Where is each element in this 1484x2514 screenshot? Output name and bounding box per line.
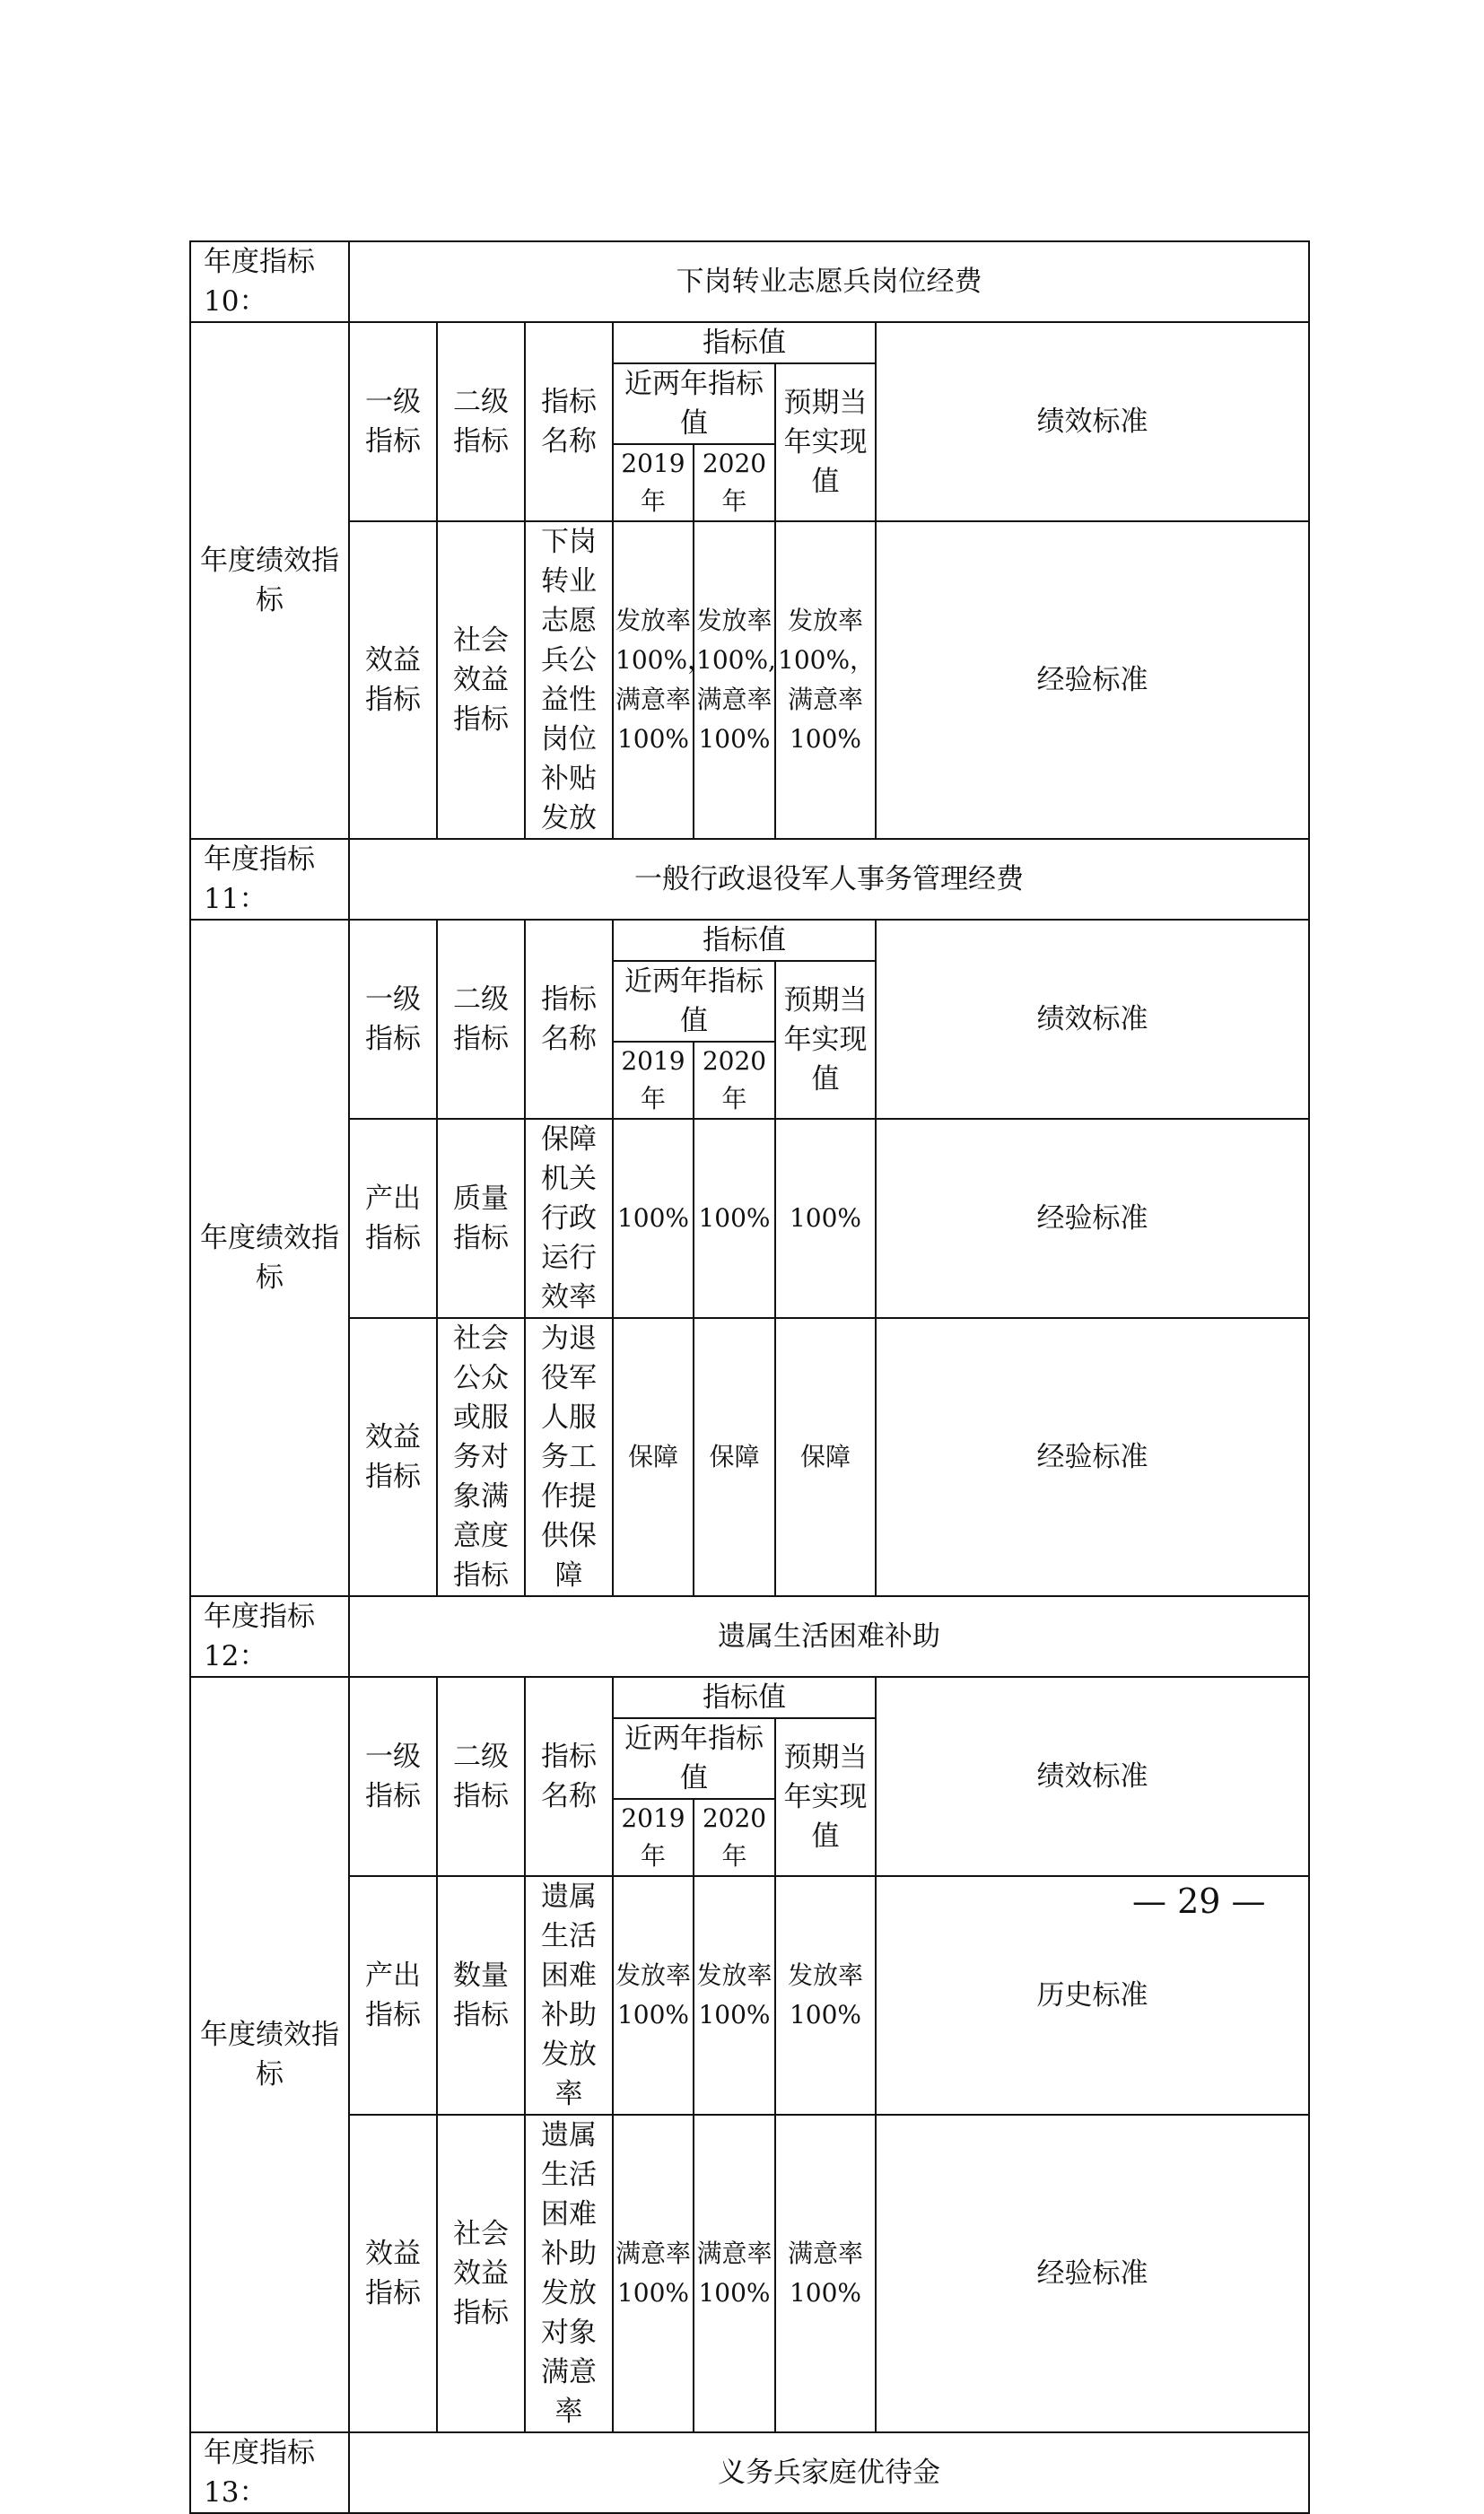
level1-cell: 效益指标 — [349, 1318, 437, 1596]
level1-cell: 效益指标 — [349, 521, 437, 839]
header-value: 指标值 — [613, 322, 876, 363]
header-row — [190, 322, 1309, 363]
performance-indicator-table — [189, 240, 1310, 2514]
header-name: 指标名称 — [525, 1677, 613, 1876]
header-2019: 2019 年 — [613, 1042, 694, 1119]
standard-cell: 经验标准 — [876, 1318, 1309, 1596]
level2-cell: 数量指标 — [437, 1876, 525, 2115]
header-2020: 2020 年 — [694, 1799, 775, 1876]
level2-cell: 社会公众或服务对象满意度指标 — [437, 1318, 525, 1596]
header-2019: 2019 年 — [613, 1799, 694, 1876]
indicator-name-cell: 遗属生活困难补助发放对象满意率 — [525, 2115, 613, 2432]
section-label: 年度指标 11： — [190, 839, 349, 920]
standard-cell: 历史标准 — [876, 1876, 1309, 2115]
header-level2: 二级指标 — [437, 1677, 525, 1876]
section-title-row — [190, 1596, 1309, 1677]
header-value: 指标值 — [613, 920, 876, 961]
header-level1: 一级指标 — [349, 322, 437, 521]
level2-cell: 社会效益指标 — [437, 2115, 525, 2432]
header-row — [190, 1677, 1309, 1718]
section-title: 义务兵家庭优待金 — [349, 2432, 1309, 2513]
table-row — [190, 1119, 1309, 1318]
section-title-row — [190, 241, 1309, 322]
header-recent: 近两年指标值 — [613, 1718, 775, 1799]
value-2020-cell: 发放率100% — [694, 1876, 775, 2115]
section-title: 一般行政退役军人事务管理经费 — [349, 839, 1309, 920]
header-name: 指标名称 — [525, 920, 613, 1119]
expected-value-cell: 满意率100% — [775, 2115, 876, 2432]
header-level1: 一级指标 — [349, 1677, 437, 1876]
expected-value-cell: 发放率100%，满意率 100% — [775, 521, 876, 839]
expected-value-cell: 保障 — [775, 1318, 876, 1596]
header-level1: 一级指标 — [349, 920, 437, 1119]
header-value: 指标值 — [613, 1677, 876, 1718]
page-number: — 29 — — [1132, 1881, 1266, 1921]
section-label: 年度指标 10： — [190, 241, 349, 322]
value-2020-cell: 发放率100%,满意率100% — [694, 521, 775, 839]
value-2020-cell: 保障 — [694, 1318, 775, 1596]
table-row — [190, 1318, 1309, 1596]
header-2020: 2020 年 — [694, 444, 775, 521]
header-2019: 2019 年 — [613, 444, 694, 521]
section-label: 年度指标 13： — [190, 2432, 349, 2513]
header-standard: 绩效标准 — [876, 1677, 1309, 1876]
annual-performance-label: 年度绩效指标 — [190, 920, 349, 1596]
value-2019-cell: 满意率100% — [613, 2115, 694, 2432]
header-name: 指标名称 — [525, 322, 613, 521]
header-expected: 预期当年实现值 — [775, 1718, 876, 1876]
header-2020: 2020 年 — [694, 1042, 775, 1119]
header-expected: 预期当年实现值 — [775, 363, 876, 521]
indicator-name-cell: 保障机关行政运行效率 — [525, 1119, 613, 1318]
annual-performance-label: 年度绩效指标 — [190, 1677, 349, 2432]
level1-cell: 产出指标 — [349, 1119, 437, 1318]
header-row — [190, 920, 1309, 961]
value-2019-cell: 保障 — [613, 1318, 694, 1596]
header-expected: 预期当年实现值 — [775, 961, 876, 1119]
indicator-name-cell: 为退役军人服务工作提供保障 — [525, 1318, 613, 1596]
table-row — [190, 521, 1309, 839]
standard-cell: 经验标准 — [876, 521, 1309, 839]
value-2020-cell: 满意率100% — [694, 2115, 775, 2432]
expected-value-cell: 发放率100% — [775, 1876, 876, 2115]
table-row — [190, 2115, 1309, 2432]
header-recent: 近两年指标值 — [613, 363, 775, 444]
header-standard: 绩效标准 — [876, 322, 1309, 521]
level2-cell: 社会效益指标 — [437, 521, 525, 839]
section-title: 遗属生活困难补助 — [349, 1596, 1309, 1677]
section-title-row — [190, 839, 1309, 920]
value-2019-cell: 100% — [613, 1119, 694, 1318]
level2-cell: 质量指标 — [437, 1119, 525, 1318]
standard-cell: 经验标准 — [876, 2115, 1309, 2432]
section-title-row — [190, 2432, 1309, 2513]
level1-cell: 效益指标 — [349, 2115, 437, 2432]
header-level2: 二级指标 — [437, 322, 525, 521]
annual-performance-label: 年度绩效指标 — [190, 322, 349, 839]
header-recent: 近两年指标值 — [613, 961, 775, 1042]
indicator-name-cell: 下岗转业志愿兵公益性岗位补贴发放 — [525, 521, 613, 839]
value-2019-cell: 发放率100% — [613, 1876, 694, 2115]
level1-cell: 产出指标 — [349, 1876, 437, 2115]
indicator-name-cell: 遗属生活困难补助发放率 — [525, 1876, 613, 2115]
section-title: 下岗转业志愿兵岗位经费 — [349, 241, 1309, 322]
header-level2: 二级指标 — [437, 920, 525, 1119]
standard-cell: 经验标准 — [876, 1119, 1309, 1318]
expected-value-cell: 100% — [775, 1119, 876, 1318]
section-label: 年度指标 12： — [190, 1596, 349, 1677]
header-standard: 绩效标准 — [876, 920, 1309, 1119]
value-2020-cell: 100% — [694, 1119, 775, 1318]
value-2019-cell: 发放率100%，满意率100% — [613, 521, 694, 839]
performance-table-page — [189, 240, 1308, 2514]
